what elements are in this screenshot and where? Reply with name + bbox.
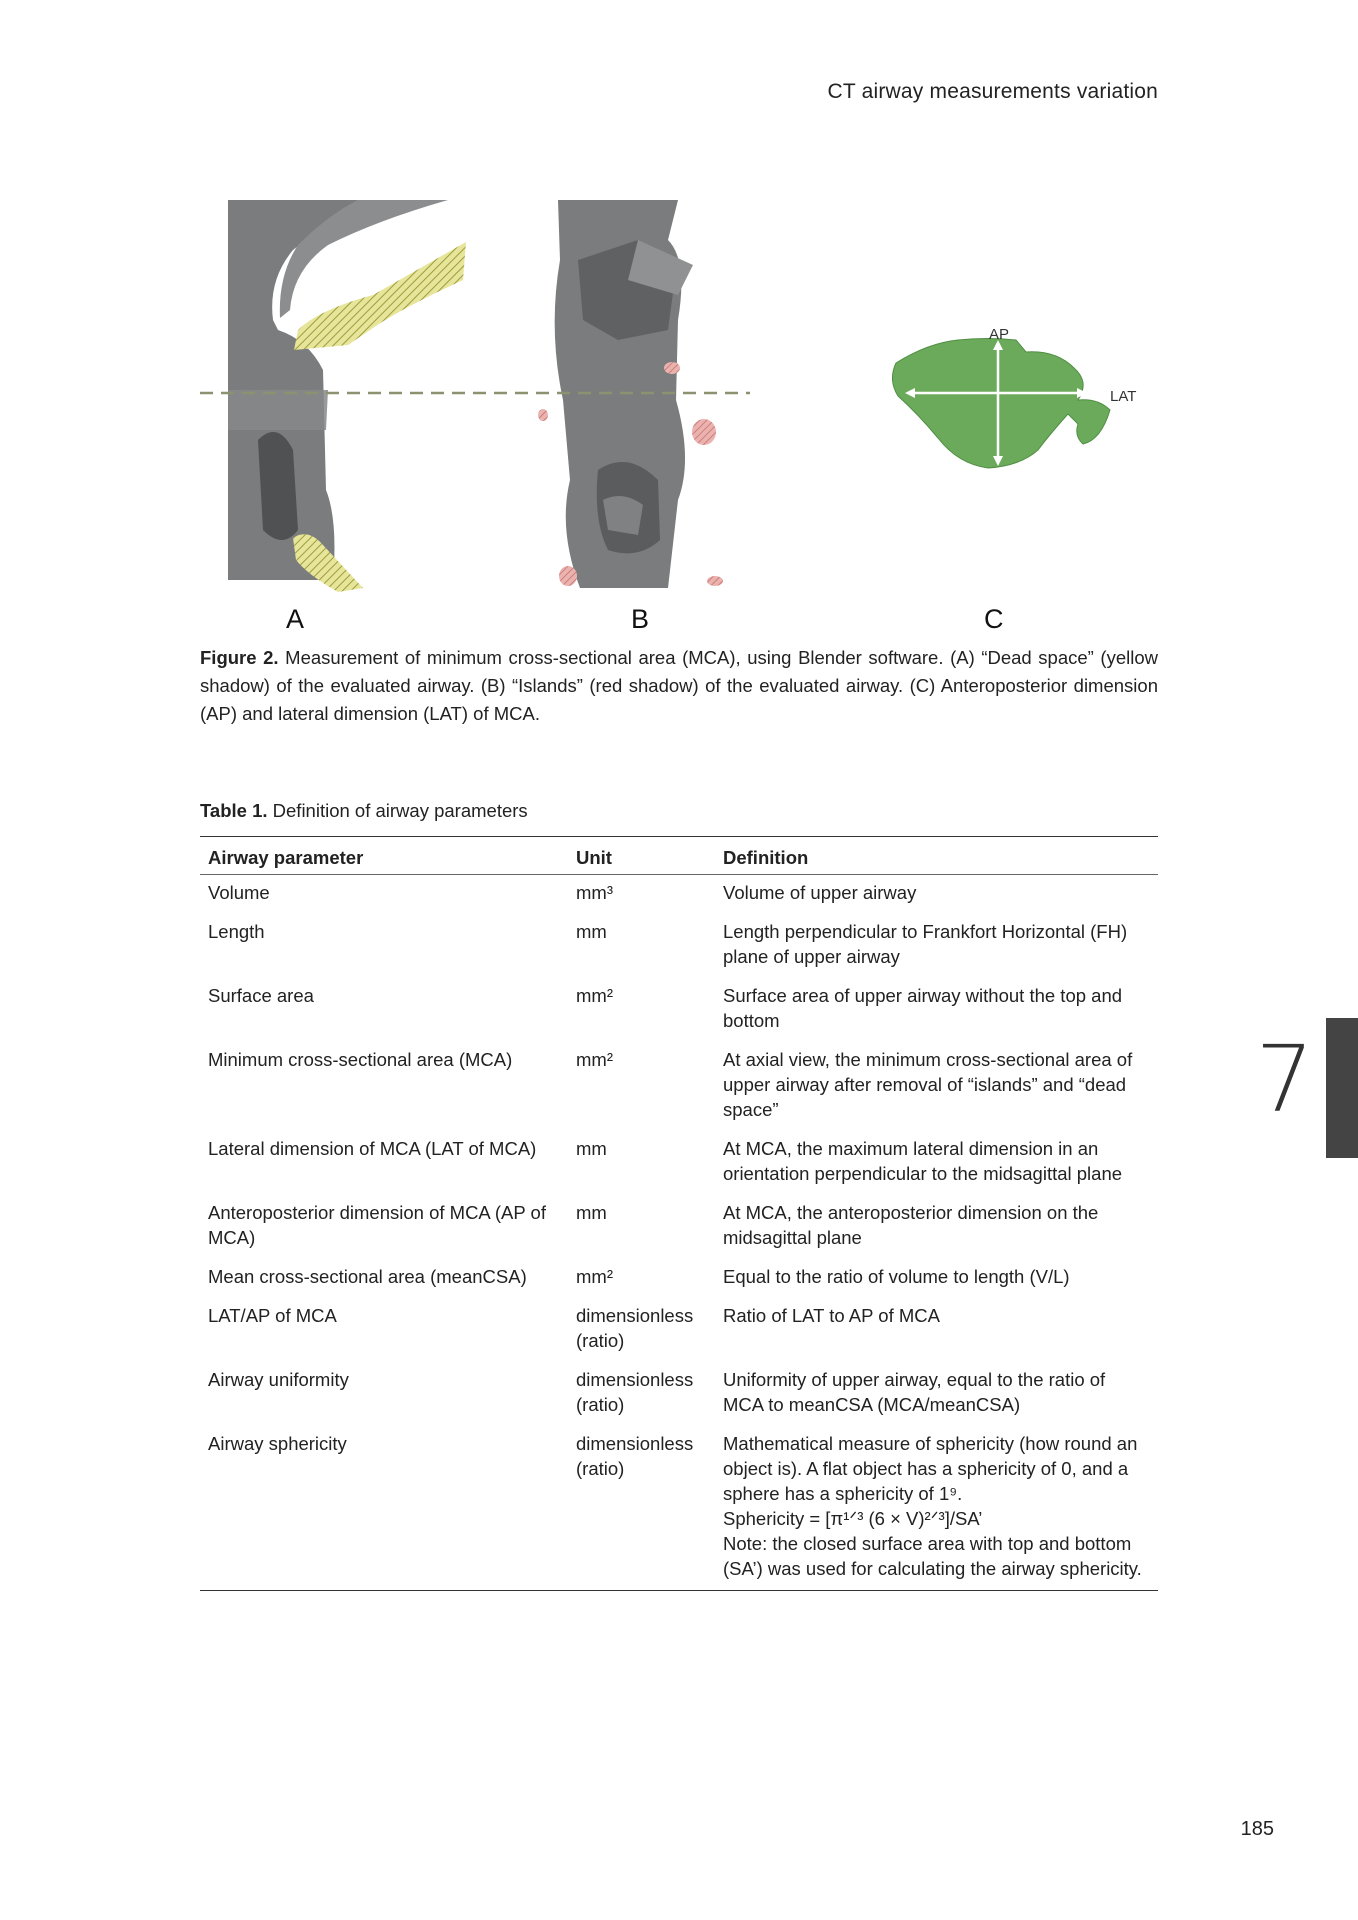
figure-2 <box>198 200 1158 640</box>
table-title-text: Definition of airway parameters <box>272 800 528 821</box>
table-label: Table 1. <box>200 800 268 821</box>
table-row <box>200 875 1158 915</box>
island-3 <box>538 409 548 421</box>
cell-parameter: Anteroposterior dimension of MCA (AP of MCA) <box>208 1202 546 1248</box>
cell-unit: mm <box>576 1202 607 1223</box>
figure-caption <box>200 644 1158 728</box>
figure-caption-label: Figure 2. <box>200 647 279 668</box>
island-1 <box>664 362 680 374</box>
cell-parameter: Volume <box>208 882 270 903</box>
table-row <box>200 1042 1158 1131</box>
sphericity-note: Note: the closed surface area with top and bottom (SA’) was used for calculating the airway sphericity. <box>723 1533 1142 1579</box>
cell-definition: Volume of upper airway <box>723 882 917 903</box>
cell-unit: mm² <box>576 1049 613 1070</box>
table-row <box>200 1259 1158 1298</box>
header-unit: Unit <box>568 837 715 875</box>
header-definition: Definition <box>715 837 1158 875</box>
table-row <box>200 978 1158 1042</box>
airway-parameters-table <box>200 836 1158 1591</box>
cell-definition: At MCA, the anteroposterior dimension on the midsagittal plane <box>723 1202 1099 1248</box>
island-2 <box>692 419 716 445</box>
cell-definition: Surface area of upper airway without the top and bottom <box>723 985 1123 1031</box>
table-row <box>200 1298 1158 1362</box>
cell-definition: Length perpendicular to Frankfort Horizontal (FH) plane of upper airway <box>723 921 1128 967</box>
cell-unit: dimensionless (ratio) <box>568 1426 715 1591</box>
cell-unit: dimensionless (ratio) <box>576 1305 694 1351</box>
sphericity-definition-line: Mathematical measure of sphericity (how round an object is). A flat object has a sphericity of 0, and a sphere has a sphericity of 1⁹. <box>723 1433 1138 1504</box>
cell-unit: mm <box>576 921 607 942</box>
cell-parameter: Mean cross-sectional area (meanCSA) <box>208 1266 527 1287</box>
table-row <box>200 1131 1158 1195</box>
table-row <box>200 1195 1158 1259</box>
cell-unit: mm³ <box>576 882 613 903</box>
cell-unit: mm <box>576 1138 607 1159</box>
panel-label-c: C <box>984 604 1004 634</box>
cell-definition: At MCA, the maximum lateral dimension in an orientation perpendicular to the midsagittal plane <box>723 1138 1123 1184</box>
cell-unit: mm² <box>576 985 613 1006</box>
panel-label-a: A <box>286 604 305 634</box>
cell-unit: mm² <box>576 1266 613 1287</box>
figure-caption-text: Measurement of minimum cross-sectional area (MCA), using Blender software. (A) “Dead space” (yellow shadow) of the evaluated airway. (B) “Islands” (red shadow) of the evaluated airway. (C) Anteroposterior dimension (AP) and lateral dimension (LAT) of MCA. <box>200 647 1158 724</box>
cell-parameter: Airway uniformity <box>208 1369 349 1390</box>
table-title <box>200 800 528 822</box>
page-number: 185 <box>1240 1818 1274 1840</box>
table-row <box>200 1426 1158 1591</box>
cell-parameter: Surface area <box>208 985 314 1006</box>
cell-definition <box>715 1426 1158 1591</box>
lat-label: LAT <box>1110 388 1137 405</box>
header-parameter: Airway parameter <box>200 837 568 875</box>
panel-label-b: B <box>631 604 650 634</box>
island-4 <box>559 566 577 586</box>
panel-a-airway <box>228 200 448 580</box>
table-row <box>200 914 1158 978</box>
cell-definition: Ratio of LAT to AP of MCA <box>723 1305 940 1326</box>
cell-definition: Equal to the ratio of volume to length (V/L) <box>723 1266 1070 1287</box>
figure-2-image <box>198 200 1158 640</box>
chapter-tab-marker <box>1326 1018 1358 1158</box>
cell-parameter: Lateral dimension of MCA (LAT of MCA) <box>208 1138 537 1159</box>
ap-label: AP <box>989 326 1010 343</box>
cell-parameter: LAT/AP of MCA <box>208 1305 337 1326</box>
table-header-row <box>200 837 1158 875</box>
sphericity-formula: Sphericity = [π¹ᐟ³ (6 × V)²ᐟ³]/SA’ <box>723 1508 983 1529</box>
cell-parameter: Minimum cross-sectional area (MCA) <box>208 1049 513 1070</box>
island-5 <box>707 576 723 586</box>
cell-unit: dimensionless (ratio) <box>576 1369 694 1415</box>
cell-parameter: Airway sphericity <box>200 1426 568 1591</box>
running-head: CT airway measurements variation <box>827 80 1158 103</box>
dead-space-upper <box>294 242 466 350</box>
table-row <box>200 1362 1158 1426</box>
cell-definition: At axial view, the minimum cross-sectional area of upper airway after removal of “islands” and “dead space” <box>723 1049 1133 1120</box>
chapter-number: 7 <box>1255 1026 1314 1133</box>
cell-parameter: Length <box>208 921 265 942</box>
cell-definition: Uniformity of upper airway, equal to the ratio of MCA to meanCSA (MCA/meanCSA) <box>723 1369 1106 1415</box>
mca-cross-section <box>892 339 1110 469</box>
